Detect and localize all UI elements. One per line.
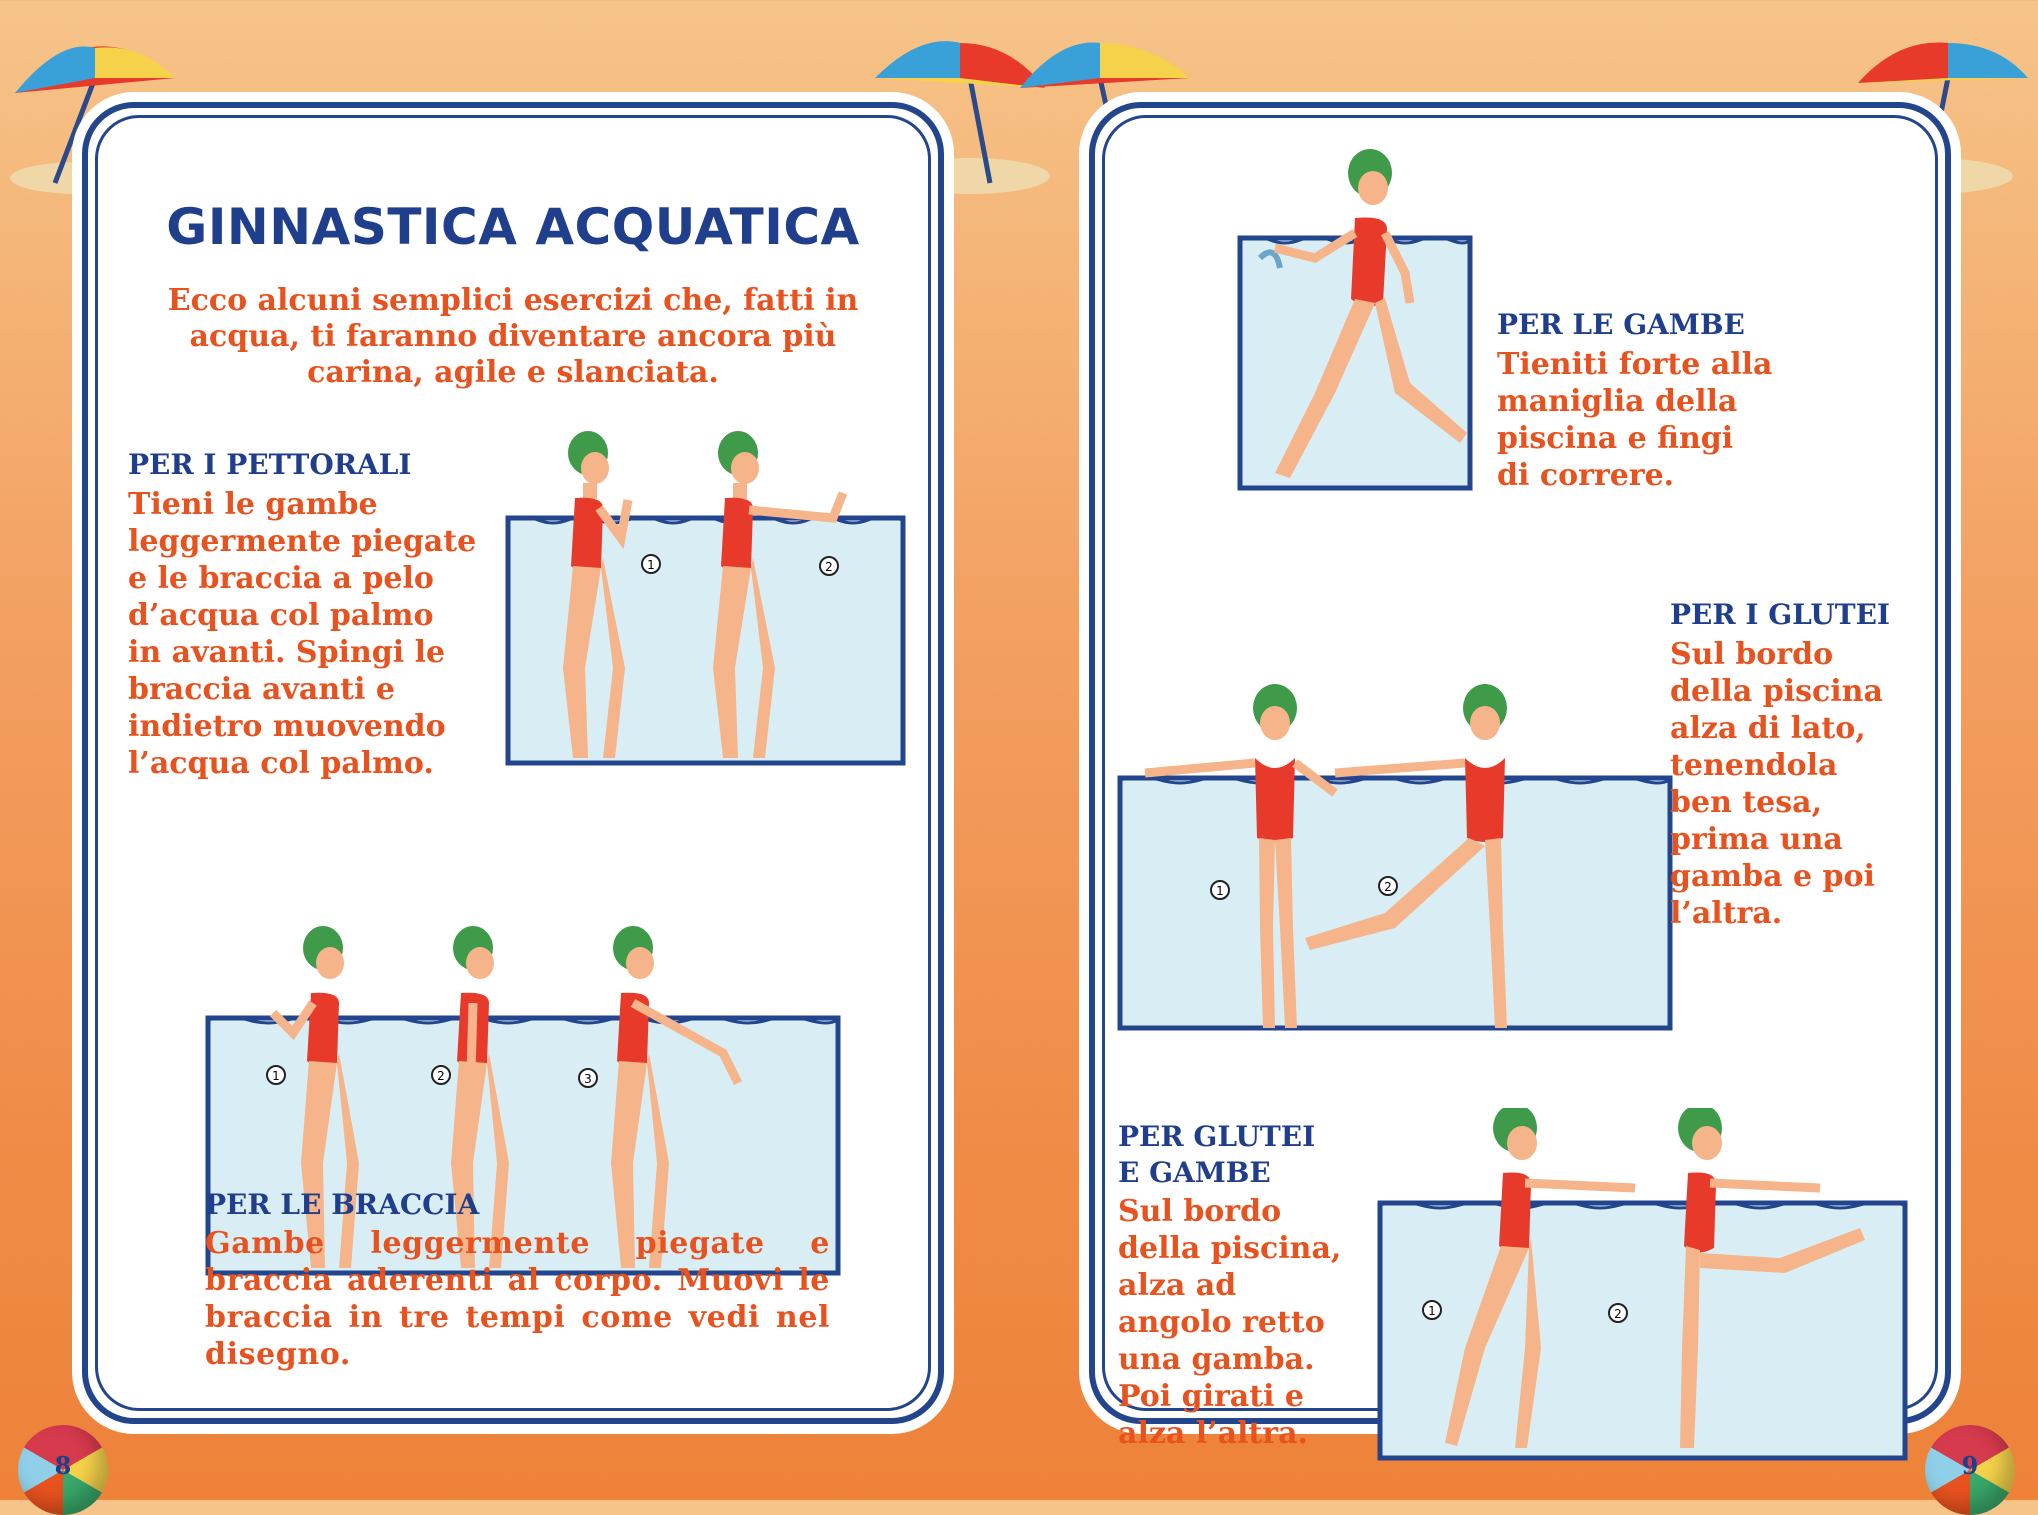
gambe-line: maniglia della — [1497, 384, 1738, 419]
glutei-line: l’altra. — [1670, 896, 1783, 931]
page-number: 9 — [1961, 1451, 1979, 1480]
marker-2: 2 — [437, 1069, 445, 1083]
pettorali-illustration — [503, 428, 908, 773]
pettorali-line: e le braccia a pelo — [128, 561, 434, 596]
marker-1: 1 — [647, 558, 655, 572]
glutei-gambe-line: una gamba. — [1118, 1342, 1315, 1377]
pettorali-line: Tieni le gambe — [128, 487, 378, 522]
gambe-line: Tieniti forte alla — [1497, 347, 1773, 382]
marker-1: 1 — [1216, 884, 1224, 898]
glutei-line: della piscina — [1670, 674, 1883, 709]
glutei-gambe-line: Poi girati e — [1118, 1379, 1305, 1414]
page-number-badge-left — [18, 1425, 108, 1515]
glutei-line: tenendola — [1670, 748, 1838, 783]
glutei-illustration — [1115, 578, 1675, 1033]
page-number-badge-right — [1925, 1425, 2015, 1515]
gambe-line: di correre. — [1497, 458, 1675, 493]
braccia-heading: PER LE BRACCIA — [205, 1188, 480, 1221]
right-page — [1085, 98, 1955, 1451]
glutei-gambe-line: della piscina, — [1118, 1231, 1342, 1266]
gambe-illustration — [1235, 143, 1495, 493]
marker-2: 2 — [1614, 1307, 1622, 1321]
pettorali-line: braccia avanti e — [128, 672, 395, 707]
glutei-line: Sul bordo — [1670, 637, 1834, 672]
marker-2: 2 — [825, 560, 833, 574]
intro-text: Ecco alcuni semplici esercizi che, fatti in acqua, ti faranno diventare ancora più carina, agile e slanciata. — [167, 283, 859, 390]
pettorali-line: leggermente piegate — [128, 524, 477, 559]
glutei-line: ben tesa, — [1670, 785, 1823, 820]
page-title: GINNASTICA ACQUATICA — [166, 198, 860, 256]
marker-1: 1 — [272, 1069, 280, 1083]
glutei-heading: PER I GLUTEI — [1670, 598, 1891, 631]
glutei-line: prima una — [1670, 822, 1843, 857]
pettorali-line: d’acqua col palmo — [128, 598, 434, 633]
pettorali-line: in avanti. Spingi le — [128, 635, 446, 670]
glutei-gambe-heading-line: PER GLUTEI — [1118, 1120, 1316, 1153]
pettorali-heading: PER I PETTORALI — [128, 448, 412, 481]
braccia-text: Gambe leggermente piegate e braccia aderenti al corpo. Muovi le braccia in tre tempi come vedi nel disegno. — [205, 1226, 830, 1372]
glutei-gambe-line: alza ad — [1118, 1268, 1237, 1303]
pettorali-line: l’acqua col palmo. — [128, 746, 434, 781]
glutei-gambe-line: Sul bordo — [1118, 1194, 1282, 1229]
glutei-line: gamba e poi — [1670, 859, 1875, 894]
gambe-line: piscina e fingi — [1497, 421, 1734, 456]
marker-2: 2 — [1384, 880, 1392, 894]
glutei-gambe-line: angolo retto — [1118, 1305, 1325, 1340]
glutei-line: alza di lato, — [1670, 711, 1866, 746]
left-page — [78, 98, 948, 1428]
marker-3: 3 — [584, 1072, 592, 1086]
page-number: 8 — [54, 1451, 72, 1480]
glutei-gambe-illustration — [1375, 1108, 1915, 1463]
glutei-gambe-heading-line: E GAMBE — [1118, 1156, 1271, 1189]
glutei-gambe-line: alza l’altra. — [1118, 1416, 1308, 1451]
pettorali-line: indietro muovendo — [128, 709, 446, 744]
gambe-heading: PER LE GAMBE — [1497, 308, 1745, 341]
marker-1: 1 — [1428, 1304, 1436, 1318]
